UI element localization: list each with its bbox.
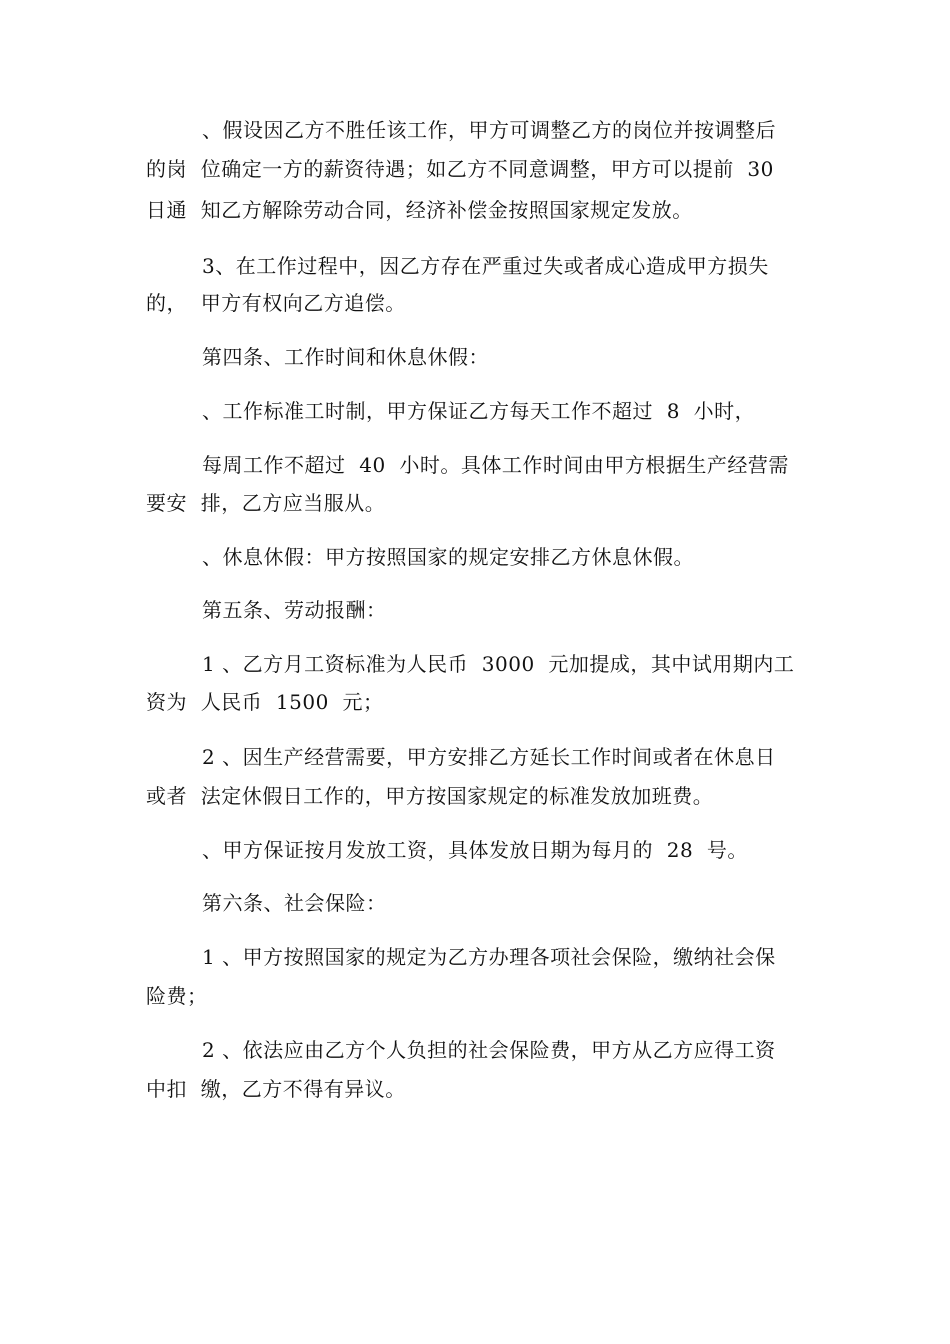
section-heading: 第四条、工作时间和休息休假： [202, 345, 489, 369]
section-heading: 第六条、社会保险： [202, 891, 387, 915]
text-line: 2 、依法应由乙方个人负担的社会保险费，甲方从乙方应得工资 [202, 1038, 776, 1062]
text-line: 日通 知乙方解除劳动合同，经济补偿金按照国家规定发放。 [146, 198, 693, 222]
text-line: 资为 人民币 1500 元； [146, 690, 384, 714]
text-line: 、休息休假：甲方按照国家的规定安排乙方休息休假。 [202, 545, 694, 569]
text-line: 每周工作不超过 40 小时。具体工作时间由甲方根据生产经营需 [202, 453, 789, 477]
text-line: 1 、乙方月工资标准为人民币 3000 元加提成，其中试用期内工 [202, 652, 795, 676]
text-line: 、假设因乙方不胜任该工作，甲方可调整乙方的岗位并按调整后 [202, 118, 776, 142]
text-line: 中扣 缴，乙方不得有异议。 [146, 1077, 406, 1101]
text-line: 的岗 位确定一方的薪资待遇；如乙方不同意调整，甲方可以提前 30 [146, 157, 774, 181]
section-heading: 第五条、劳动报酬： [202, 598, 387, 622]
text-line: 要安 排，乙方应当服从。 [146, 491, 386, 515]
text-line: 的， 甲方有权向乙方追偿。 [146, 291, 406, 315]
text-line: 险费； [146, 984, 208, 1008]
text-line: 、工作标准工时制，甲方保证乙方每天工作不超过 8 小时， [202, 399, 756, 423]
text-line: 3、在工作过程中，因乙方存在严重过失或者成心造成甲方损失 [202, 254, 769, 278]
text-line: 或者 法定休假日工作的，甲方按国家规定的标准发放加班费。 [146, 784, 714, 808]
text-line: 、甲方保证按月发放工资，具体发放日期为每月的 28 号。 [202, 838, 748, 862]
text-line: 1 、甲方按照国家的规定为乙方办理各项社会保险，缴纳社会保 [202, 945, 776, 969]
text-line: 2 、因生产经营需要，甲方安排乙方延长工作时间或者在休息日 [202, 745, 776, 769]
